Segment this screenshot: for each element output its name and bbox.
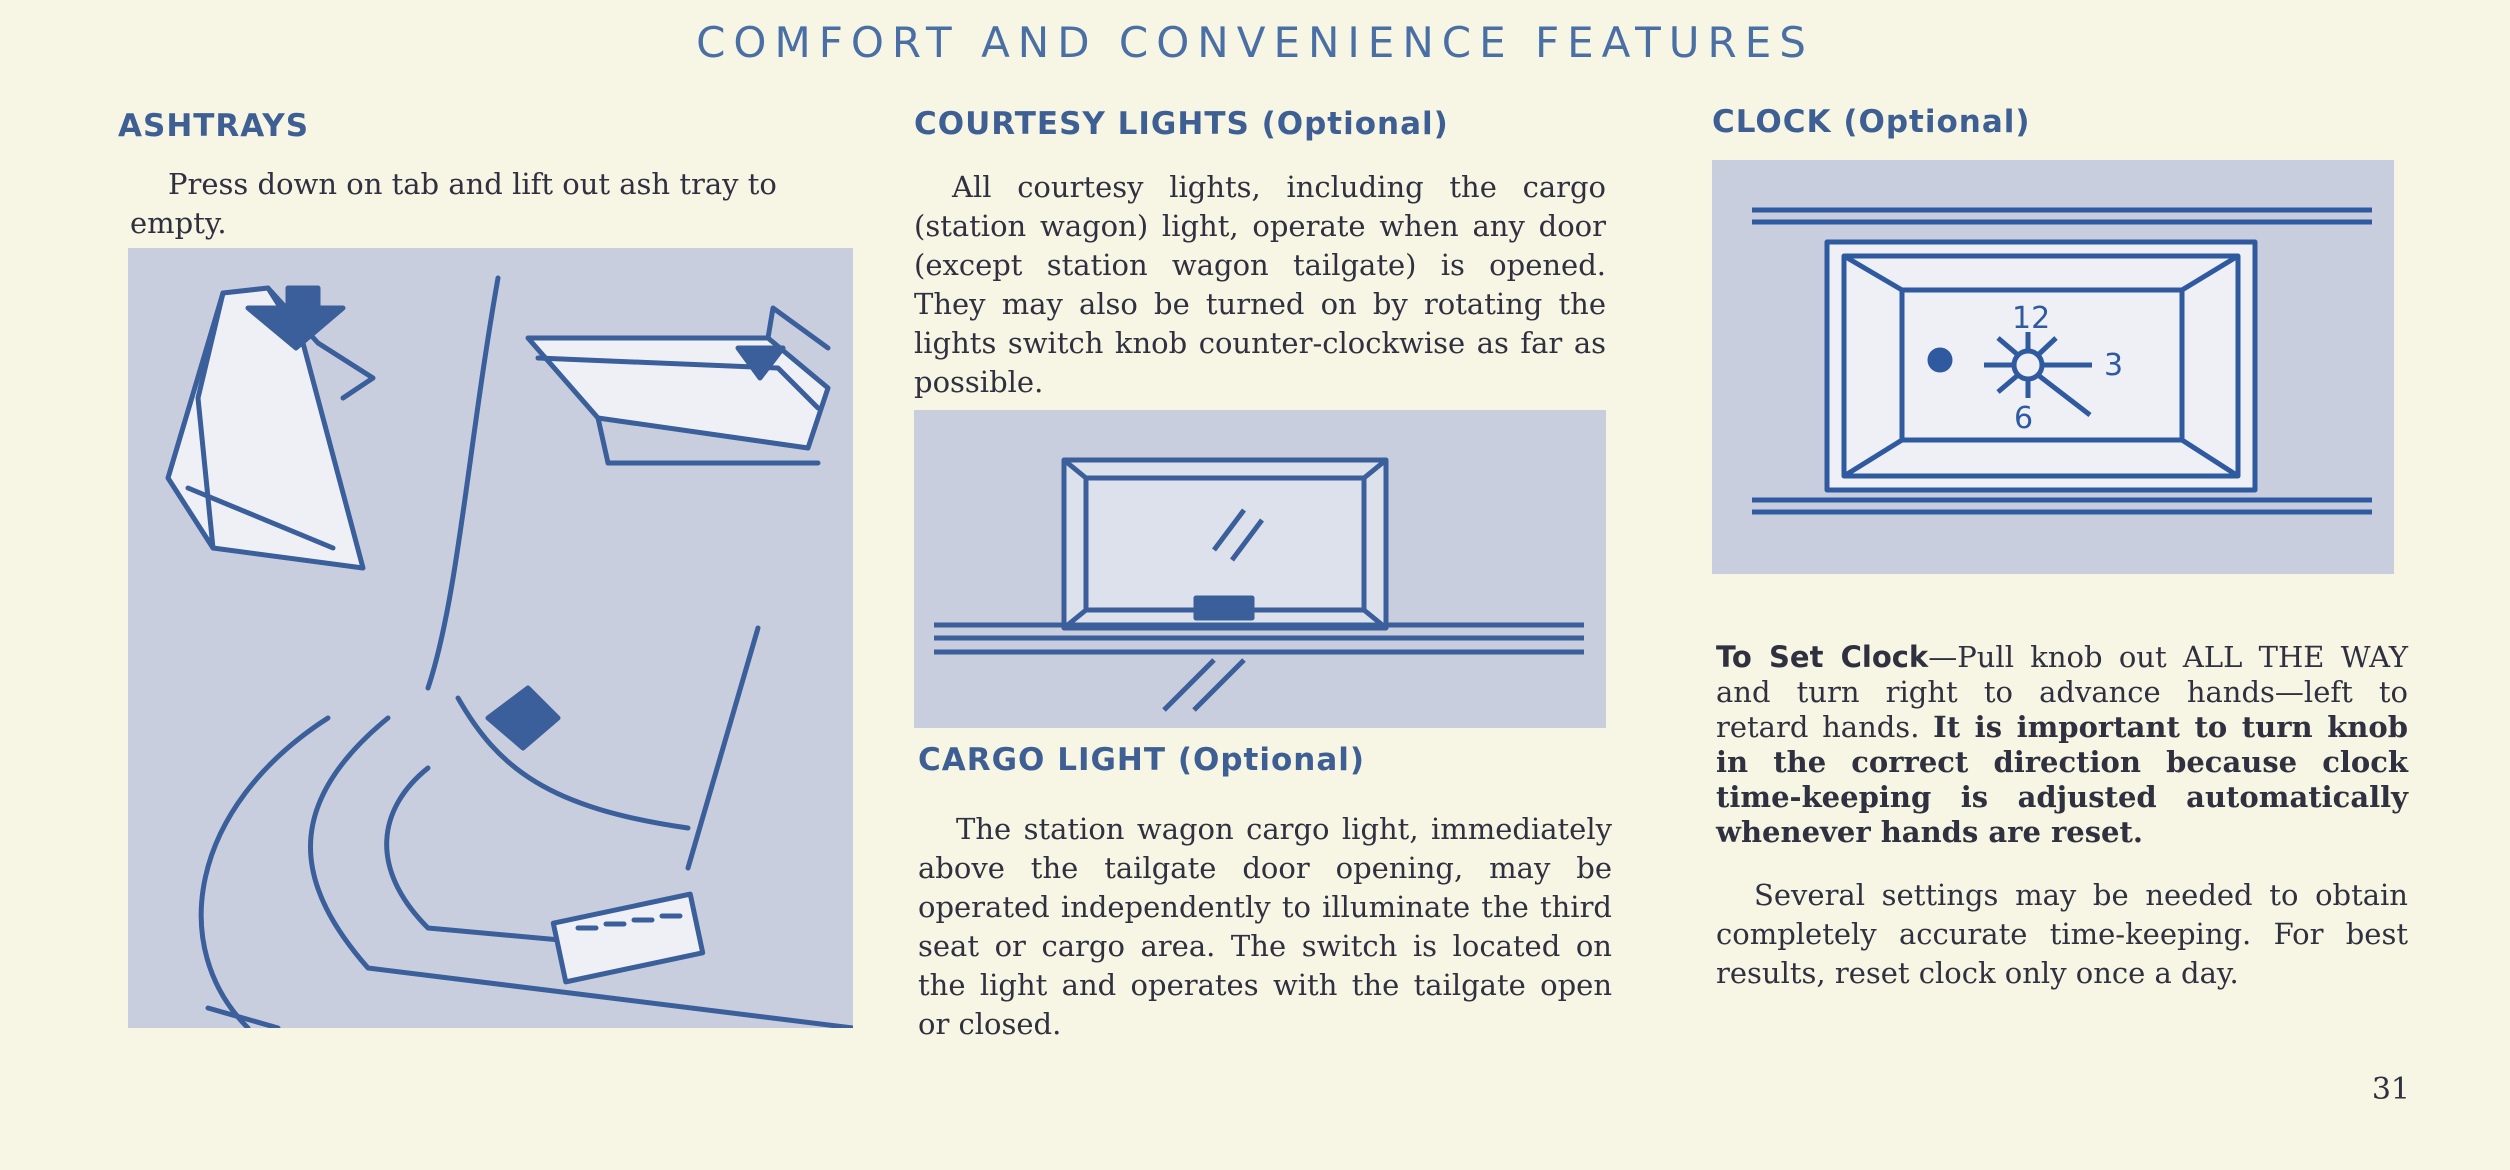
clock-dial-three: 3 <box>2104 348 2124 383</box>
ashtrays-text: Press down on tab and lift out ash tray to empty. <box>130 167 777 240</box>
clock-set-heading: To Set Clock <box>1716 640 1929 674</box>
cargo-light-drawing <box>914 410 1606 728</box>
clock-drawing <box>1712 160 2394 574</box>
cargo-light-text: The station wagon cargo light, immediately above the tailgate door opening, may be operated independently to illuminate the third seat or cargo area. The switch is located on the light and operates with the tailgate open or closed. <box>918 812 1612 1041</box>
clock-heading: CLOCK (Optional) <box>1712 104 2031 140</box>
clock-set-important: It is important to turn knob in the correct direction because clock time-keeping is adjusted automatically whenever hands are reset. <box>1716 710 2409 849</box>
ashtrays-heading: ASHTRAYS <box>118 108 310 144</box>
clock-dial-twelve: 12 <box>2012 301 2051 336</box>
ashtray-illustration <box>128 248 853 1028</box>
page-title: COMFORT AND CONVENIENCE FEATURES <box>696 18 1814 67</box>
clock-set-instructions <box>1716 640 2408 850</box>
clock-settings-text: Several settings may be needed to obtain completely accurate time-keeping. For best results, reset clock only once a day. <box>1716 878 2408 990</box>
clock-dial-six: 6 <box>2014 401 2034 436</box>
clock-set-text: —Pull knob out ALL THE WAY and turn right to advance hands—left to retard hands. <box>1716 640 2408 744</box>
ashtray-drawing <box>128 248 853 1028</box>
cargo-light-heading: CARGO LIGHT (Optional) <box>918 742 1366 778</box>
clock-illustration <box>1712 160 2394 574</box>
courtesy-lights-text: All courtesy lights, including the cargo (station wagon) light, operate when any door (except station wagon tailgate) is opened. They may also be turned on by rotating the lights switch knob counter-clockwise as far as possible. <box>914 170 1606 399</box>
page-number: 31 <box>2371 1072 2410 1107</box>
courtesy-lights-heading: COURTESY LIGHTS (Optional) <box>914 106 1449 142</box>
cargo-light-illustration <box>914 410 1606 728</box>
